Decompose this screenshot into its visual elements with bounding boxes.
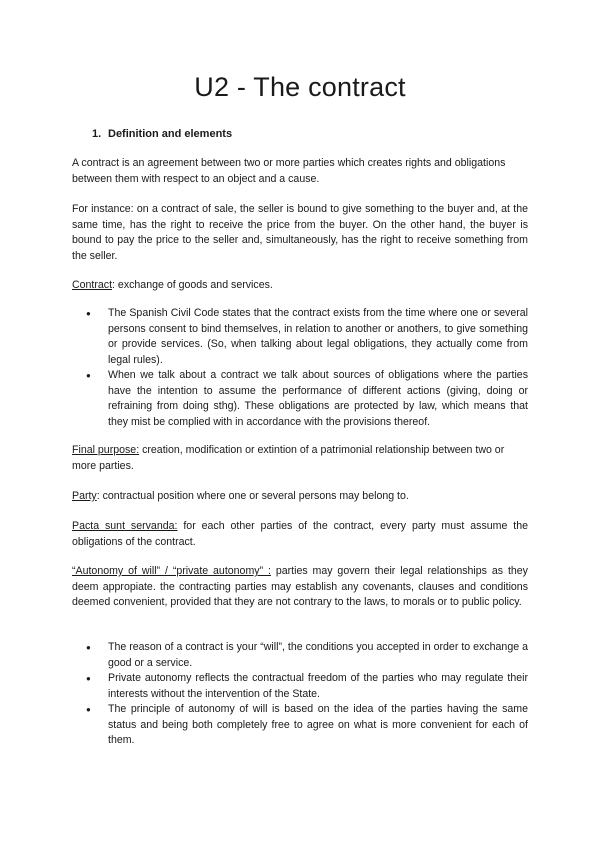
list-item: ● Private autonomy reflects the contractual freedom of the parties who may regulate their interests without the intervention of the State.	[72, 671, 528, 702]
page-title: U2 - The contract	[194, 72, 406, 102]
section-heading	[92, 128, 232, 140]
final-purpose-term: Final purpose:	[72, 444, 140, 456]
list-item: ● The principle of autonomy of will is based on the idea of the parties having the same status and being both completely free to agree on what is more convenient for each of them.	[72, 702, 528, 749]
list-item: ● When we talk about a contract we talk about sources of obligations where the parties have the intention to assume the performance of different actions (giving, doing or refraining from doing sthg). These obligations are protected by law, which means that they mist be complied with in accordance with the provisions thereof.	[72, 368, 528, 430]
contract-bullet-list	[72, 306, 528, 430]
contract-text: : exchange of goods and services.	[112, 279, 273, 291]
instance-paragraph: For instance: on a contract of sale, the seller is bound to give something to the buyer and, at the same time, has the right to receive the price from the buyer. On the other hand, the buyer is bound to pay the price to the seller and, simultaneously, has the right to receive something from the seller.	[72, 203, 528, 262]
contract-paragraph	[72, 278, 528, 294]
pacta-term: Pacta sunt servanda:	[72, 520, 178, 532]
final-purpose-text: creation, modification or extintion of a patrimonial relationship between two or more parties.	[72, 444, 505, 472]
section-number: 1.	[92, 128, 102, 140]
list-item: ● The Spanish Civil Code states that the contract exists from the time where one or several persons consent to bind themselves, in relation to another or anothers, to give something or provide services. (So, when talking about legal obligations, they actually come from legal rules).	[72, 306, 528, 368]
autonomy-text: parties may govern their legal relationships as they deem appropiate. the contracting parties may establish any covenants, clauses and conditions deemed convenient, provided that they are not contrary to the laws, to morals or to public policy.	[72, 565, 528, 608]
pacta-paragraph	[72, 519, 528, 550]
autonomy-bullet-list	[72, 640, 528, 749]
party-term: Party	[72, 490, 97, 502]
party-text: : contractual position where one or several persons may belong to.	[96, 490, 409, 502]
section-label: Definition and elements	[108, 128, 233, 140]
autonomy-paragraph	[72, 564, 528, 611]
definition-paragraph: A contract is an agreement between two or more parties which creates rights and obligations between them with respect to an object and a cause.	[72, 157, 506, 185]
pacta-text: for each other parties of the contract, every party must assume the obligations of the contract.	[72, 520, 528, 548]
final-purpose-paragraph	[72, 443, 528, 474]
contract-term: Contract	[72, 279, 113, 291]
list-item: ● The reason of a contract is your “will”, the conditions you accepted in order to exchange a good or a service.	[72, 640, 528, 671]
party-paragraph	[72, 489, 528, 505]
autonomy-term: “Autonomy of will” / “private autonomy” :	[72, 565, 271, 577]
